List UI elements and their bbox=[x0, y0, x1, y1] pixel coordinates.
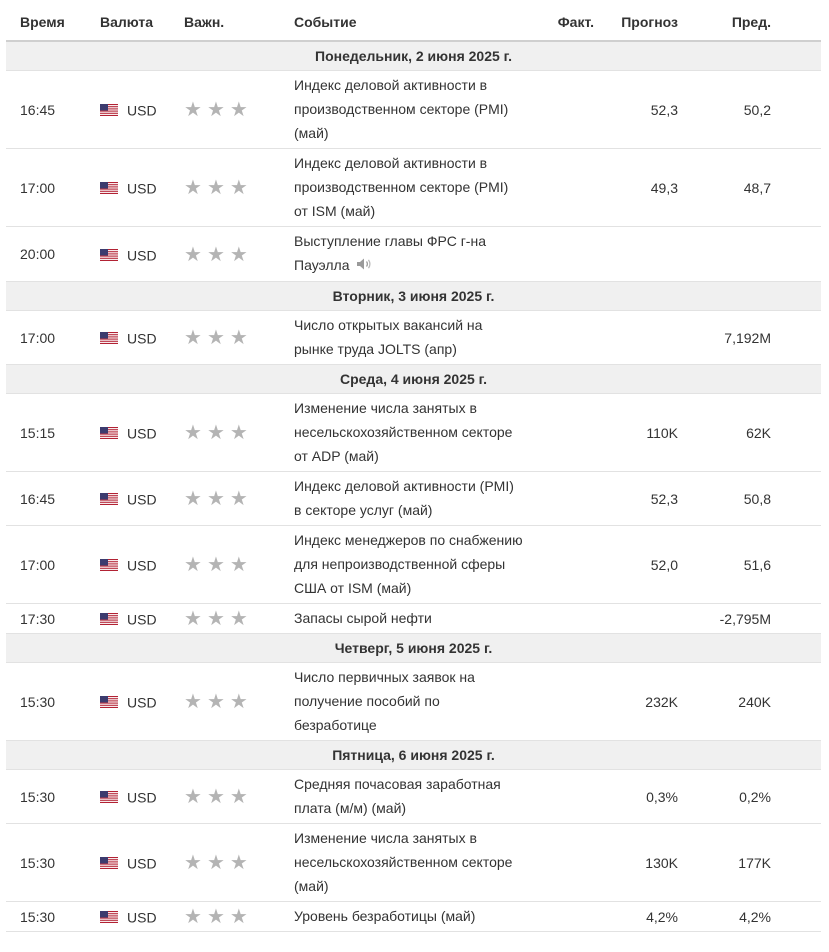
event-currency-cell bbox=[90, 472, 174, 526]
event-name-cell bbox=[284, 71, 524, 149]
event-name[interactable]: Индекс менеджеров по снабжению для непроизводственной сферы США от ISM (май) bbox=[294, 532, 523, 597]
event-name[interactable]: Средняя почасовая заработная плата (м/м) (май) bbox=[294, 776, 501, 817]
event-previous: 62K bbox=[678, 394, 821, 472]
importance-star-icon: ★ bbox=[229, 422, 248, 445]
header-importance[interactable]: Важн. bbox=[174, 4, 284, 41]
us-flag-icon bbox=[100, 331, 118, 343]
event-name-cell bbox=[284, 149, 524, 227]
event-currency: USD bbox=[127, 909, 157, 926]
event-name[interactable]: Индекс деловой активности в производственном секторе (PMI) (май) bbox=[294, 77, 509, 141]
event-importance bbox=[174, 394, 284, 472]
event-actual bbox=[524, 472, 594, 526]
event-previous: 240K bbox=[678, 663, 821, 741]
event-previous bbox=[678, 227, 821, 282]
day-header-row bbox=[6, 282, 821, 311]
event-forecast: 52,0 bbox=[594, 526, 678, 604]
event-importance bbox=[174, 227, 284, 282]
us-flag-icon bbox=[100, 248, 118, 260]
header-row bbox=[6, 4, 821, 41]
event-importance bbox=[174, 472, 284, 526]
event-importance bbox=[174, 770, 284, 824]
importance-star-icon: ★ bbox=[229, 554, 248, 577]
event-row[interactable] bbox=[6, 770, 821, 824]
event-time: 17:00 bbox=[6, 526, 90, 604]
event-currency: USD bbox=[127, 694, 157, 711]
event-name-cell bbox=[284, 526, 524, 604]
event-time: 15:30 bbox=[6, 824, 90, 902]
importance-star-icon: ★ bbox=[206, 691, 225, 714]
event-forecast: 110K bbox=[594, 394, 678, 472]
event-name[interactable]: Изменение числа занятых в несельскохозяйственном секторе от ADP (май) bbox=[294, 400, 513, 465]
event-time: 16:45 bbox=[6, 472, 90, 526]
day-label: Четверг, 5 июня 2025 г. bbox=[6, 634, 821, 663]
event-currency-cell bbox=[90, 902, 174, 932]
header-time[interactable]: Время bbox=[6, 4, 90, 41]
us-flag-icon bbox=[100, 181, 118, 193]
event-time: 15:30 bbox=[6, 770, 90, 824]
us-flag-icon bbox=[100, 558, 118, 570]
importance-star-icon: ★ bbox=[184, 554, 202, 577]
event-currency-cell bbox=[90, 770, 174, 824]
event-forecast bbox=[594, 604, 678, 634]
importance-star-icon: ★ bbox=[206, 99, 225, 121]
importance-star-icon: ★ bbox=[206, 488, 225, 511]
event-forecast: 49,3 bbox=[594, 149, 678, 227]
event-currency: USD bbox=[127, 246, 157, 263]
event-name[interactable]: Выступление главы ФРС г-на Пауэлла bbox=[294, 233, 486, 273]
importance-star-icon: ★ bbox=[184, 243, 202, 266]
event-importance bbox=[174, 663, 284, 741]
event-currency: USD bbox=[127, 789, 157, 806]
event-actual bbox=[524, 394, 594, 472]
importance-star-icon: ★ bbox=[206, 422, 225, 445]
event-name[interactable]: Уровень безработицы (май) bbox=[294, 908, 476, 925]
event-time: 20:00 bbox=[6, 227, 90, 282]
us-flag-icon bbox=[100, 426, 118, 438]
event-row[interactable] bbox=[6, 902, 821, 932]
day-header-row bbox=[6, 741, 821, 770]
event-importance bbox=[174, 526, 284, 604]
calendar-body bbox=[6, 41, 821, 932]
event-currency-cell bbox=[90, 311, 174, 365]
event-forecast: 232K bbox=[594, 663, 678, 741]
day-label: Пятница, 6 июня 2025 г. bbox=[6, 741, 821, 770]
event-name-cell bbox=[284, 663, 524, 741]
event-currency: USD bbox=[127, 330, 157, 347]
event-actual bbox=[524, 770, 594, 824]
event-importance bbox=[174, 149, 284, 227]
importance-star-icon: ★ bbox=[206, 786, 225, 809]
day-label: Среда, 4 июня 2025 г. bbox=[6, 365, 821, 394]
event-currency-cell bbox=[90, 604, 174, 634]
event-row[interactable] bbox=[6, 526, 821, 604]
importance-star-icon: ★ bbox=[184, 906, 202, 929]
event-row[interactable] bbox=[6, 394, 821, 472]
event-actual bbox=[524, 71, 594, 149]
event-name-cell bbox=[284, 311, 524, 365]
us-flag-icon bbox=[100, 492, 118, 504]
event-row[interactable] bbox=[6, 824, 821, 902]
us-flag-icon bbox=[100, 695, 118, 707]
event-importance bbox=[174, 824, 284, 902]
event-name-cell bbox=[284, 770, 524, 824]
us-flag-icon bbox=[100, 612, 118, 624]
importance-star-icon: ★ bbox=[184, 99, 202, 121]
event-name[interactable]: Индекс деловой активности (PMI) в секторе услуг (май) bbox=[294, 478, 514, 519]
day-header-row bbox=[6, 634, 821, 663]
importance-star-icon: ★ bbox=[229, 327, 248, 350]
event-currency-cell bbox=[90, 526, 174, 604]
importance-star-icon: ★ bbox=[229, 852, 248, 875]
importance-star-icon: ★ bbox=[206, 177, 225, 199]
event-actual bbox=[524, 604, 594, 634]
event-currency-cell bbox=[90, 394, 174, 472]
event-name-cell bbox=[284, 902, 524, 932]
importance-star-icon: ★ bbox=[184, 422, 202, 445]
importance-star-icon: ★ bbox=[229, 243, 248, 266]
event-actual bbox=[524, 663, 594, 741]
event-time: 15:30 bbox=[6, 663, 90, 741]
importance-star-icon: ★ bbox=[184, 852, 202, 875]
event-currency-cell bbox=[90, 149, 174, 227]
event-previous: 48,7 bbox=[678, 149, 821, 227]
day-label: Понедельник, 2 июня 2025 г. bbox=[6, 41, 821, 71]
event-previous: 7,192M bbox=[678, 311, 821, 365]
event-currency-cell bbox=[90, 824, 174, 902]
importance-star-icon: ★ bbox=[184, 608, 202, 631]
event-name-cell bbox=[284, 472, 524, 526]
importance-star-icon: ★ bbox=[184, 177, 202, 199]
event-time: 17:00 bbox=[6, 311, 90, 365]
event-previous: 4,2% bbox=[678, 902, 821, 932]
event-name-cell bbox=[284, 394, 524, 472]
us-flag-icon bbox=[100, 910, 118, 922]
event-name-cell bbox=[284, 824, 524, 902]
event-time: 16:45 bbox=[6, 71, 90, 149]
importance-star-icon: ★ bbox=[206, 554, 225, 577]
event-actual bbox=[524, 902, 594, 932]
event-actual bbox=[524, 526, 594, 604]
importance-star-icon: ★ bbox=[229, 786, 248, 809]
event-forecast: 130K bbox=[594, 824, 678, 902]
importance-star-icon: ★ bbox=[206, 906, 225, 929]
event-name[interactable]: Число открытых вакансий на рынке труда JOLTS (апр) bbox=[294, 317, 483, 358]
event-actual bbox=[524, 824, 594, 902]
event-actual bbox=[524, 227, 594, 282]
event-name-cell bbox=[284, 604, 524, 634]
event-time: 17:00 bbox=[6, 149, 90, 227]
event-forecast: 0,3% bbox=[594, 770, 678, 824]
event-forecast: 52,3 bbox=[594, 71, 678, 149]
event-row[interactable] bbox=[6, 311, 821, 365]
us-flag-icon bbox=[100, 103, 118, 115]
event-forecast bbox=[594, 311, 678, 365]
event-row[interactable] bbox=[6, 663, 821, 741]
event-currency: USD bbox=[127, 425, 157, 442]
event-time: 15:15 bbox=[6, 394, 90, 472]
us-flag-icon bbox=[100, 790, 118, 802]
event-actual bbox=[524, 149, 594, 227]
importance-star-icon: ★ bbox=[184, 488, 202, 511]
header-forecast[interactable]: Прогноз bbox=[594, 4, 678, 41]
event-forecast: 4,2% bbox=[594, 902, 678, 932]
event-name-cell bbox=[284, 227, 524, 282]
importance-star-icon: ★ bbox=[184, 786, 202, 809]
event-currency: USD bbox=[127, 611, 157, 628]
header-previous[interactable]: Пред. bbox=[678, 4, 821, 41]
us-flag-icon bbox=[100, 856, 118, 868]
event-forecast bbox=[594, 227, 678, 282]
event-currency: USD bbox=[127, 102, 157, 119]
speaker-icon bbox=[356, 254, 372, 278]
event-currency: USD bbox=[127, 180, 157, 197]
importance-star-icon: ★ bbox=[229, 488, 248, 511]
event-previous: 50,8 bbox=[678, 472, 821, 526]
event-time: 17:30 bbox=[6, 604, 90, 634]
importance-star-icon: ★ bbox=[229, 99, 248, 121]
event-time: 15:30 bbox=[6, 902, 90, 932]
event-importance bbox=[174, 902, 284, 932]
event-importance bbox=[174, 311, 284, 365]
importance-star-icon: ★ bbox=[229, 906, 248, 929]
event-name[interactable]: Изменение числа занятых в несельскохозяйственном секторе (май) bbox=[294, 830, 513, 895]
event-currency: USD bbox=[127, 491, 157, 508]
event-importance bbox=[174, 71, 284, 149]
day-header-row bbox=[6, 41, 821, 71]
importance-star-icon: ★ bbox=[229, 177, 248, 199]
importance-star-icon: ★ bbox=[206, 327, 225, 350]
importance-star-icon: ★ bbox=[206, 852, 225, 875]
event-actual bbox=[524, 311, 594, 365]
event-name[interactable]: Запасы сырой нефти bbox=[294, 610, 432, 627]
event-forecast: 52,3 bbox=[594, 472, 678, 526]
event-row[interactable] bbox=[6, 71, 821, 149]
importance-star-icon: ★ bbox=[229, 691, 248, 714]
event-importance bbox=[174, 604, 284, 634]
event-previous: 51,6 bbox=[678, 526, 821, 604]
event-row[interactable] bbox=[6, 149, 821, 227]
importance-star-icon: ★ bbox=[184, 691, 202, 714]
event-name[interactable]: Число первичных заявок на получение пособий по безработице bbox=[294, 669, 475, 734]
importance-star-icon: ★ bbox=[184, 327, 202, 350]
economic-calendar-table bbox=[6, 4, 821, 932]
event-row[interactable] bbox=[6, 227, 821, 282]
importance-star-icon: ★ bbox=[229, 608, 248, 631]
event-currency: USD bbox=[127, 557, 157, 574]
event-previous: 177K bbox=[678, 824, 821, 902]
event-row[interactable] bbox=[6, 604, 821, 634]
event-currency-cell bbox=[90, 663, 174, 741]
importance-star-icon: ★ bbox=[206, 243, 225, 266]
event-row[interactable] bbox=[6, 472, 821, 526]
day-label: Вторник, 3 июня 2025 г. bbox=[6, 282, 821, 311]
event-currency: USD bbox=[127, 855, 157, 872]
header-actual[interactable]: Факт. bbox=[524, 4, 594, 41]
day-header-row bbox=[6, 365, 821, 394]
event-previous: 50,2 bbox=[678, 71, 821, 149]
event-currency-cell bbox=[90, 71, 174, 149]
event-name[interactable]: Индекс деловой активности в производственном секторе (PMI) от ISM (май) bbox=[294, 155, 509, 219]
header-currency[interactable]: Валюта bbox=[90, 4, 174, 41]
event-currency-cell bbox=[90, 227, 174, 282]
event-previous: -2,795M bbox=[678, 604, 821, 634]
header-event[interactable]: Событие bbox=[284, 4, 524, 41]
importance-star-icon: ★ bbox=[206, 608, 225, 631]
event-previous: 0,2% bbox=[678, 770, 821, 824]
